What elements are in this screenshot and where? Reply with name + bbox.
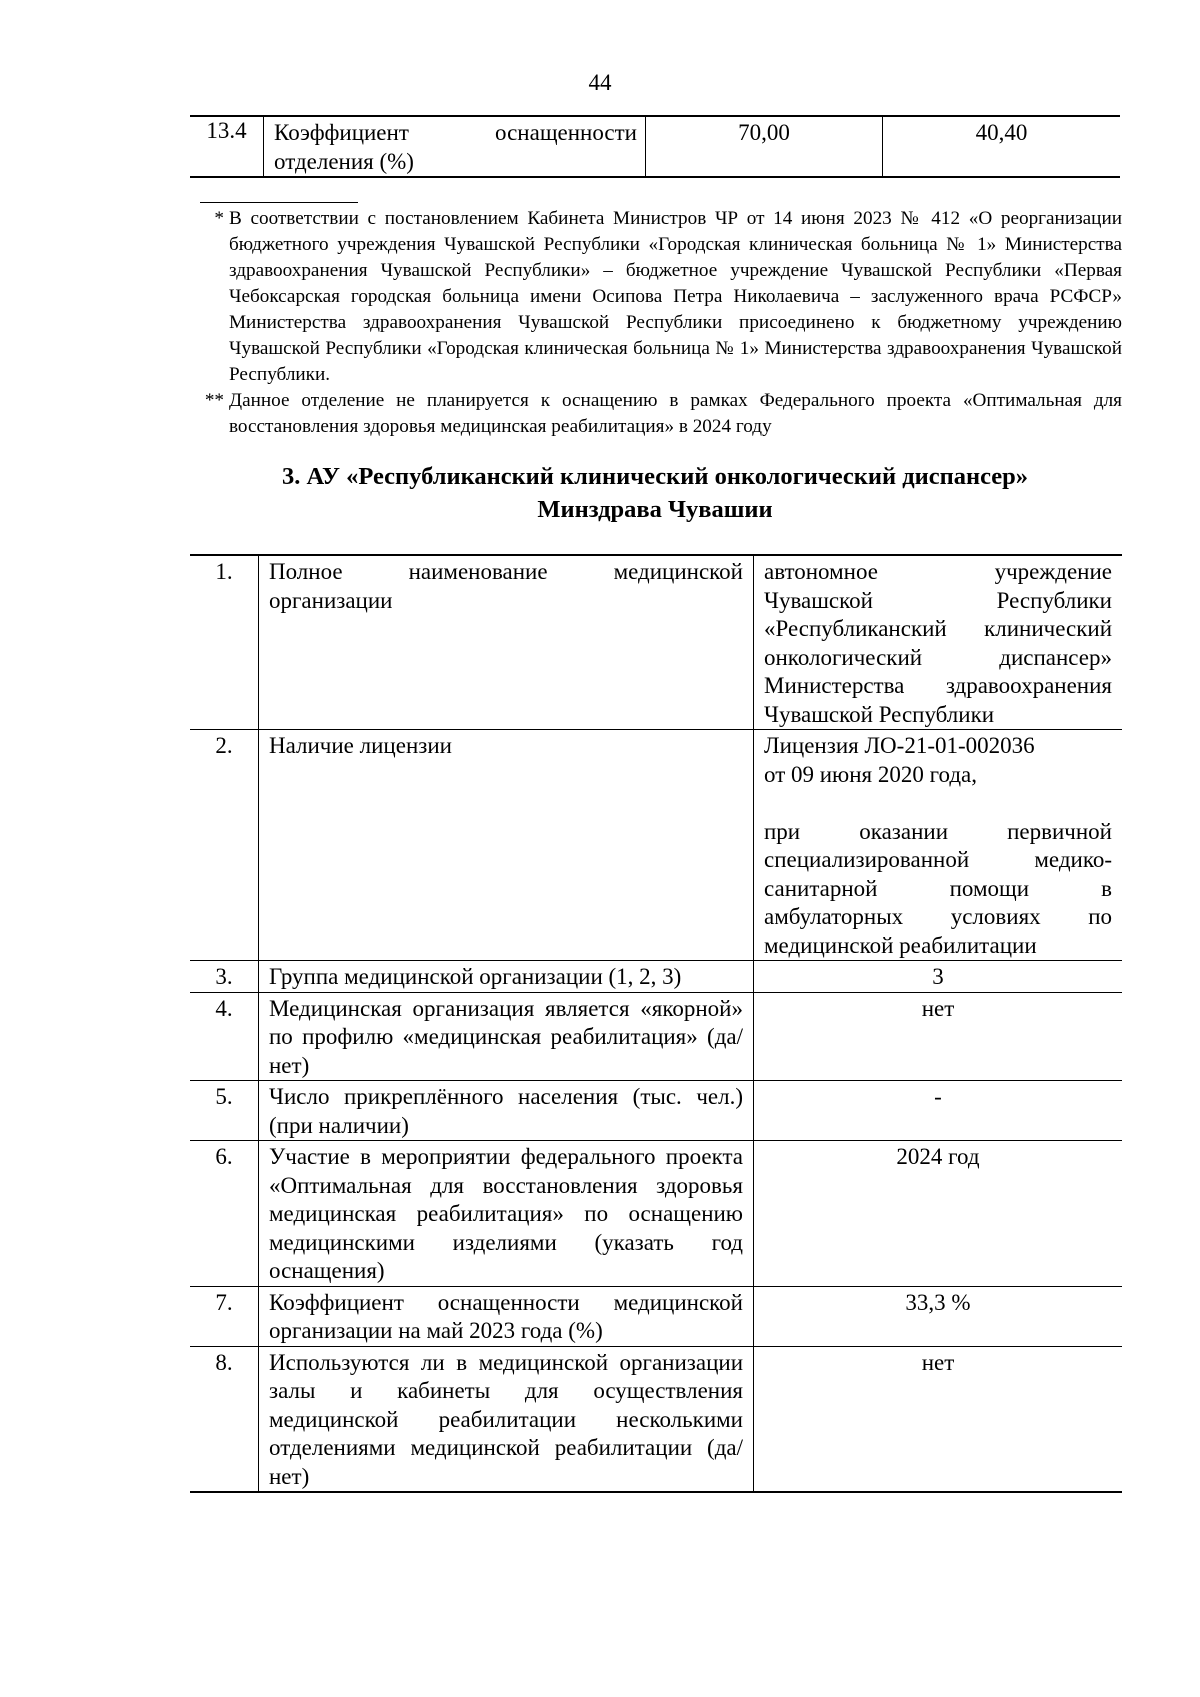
footnote-mark: * bbox=[214, 208, 224, 229]
table-row bbox=[190, 1346, 1122, 1492]
row-value: нет bbox=[754, 992, 1123, 1081]
footnote-mark: ** bbox=[204, 390, 224, 411]
top-table bbox=[190, 115, 1120, 178]
footnote-text: Данное отделение не планируется к оснащению в рамках Федерального проекта «Оптимальная для восстановления здоровья медицинская реабилитация» в 2024 году bbox=[229, 390, 1122, 437]
row-number: 2. bbox=[190, 730, 259, 961]
row-value: - bbox=[754, 1081, 1123, 1141]
row-number: 6. bbox=[190, 1141, 259, 1287]
row-parameter: Полное наименование медицинской организации bbox=[259, 555, 754, 730]
row-parameter: Наличие лицензии bbox=[259, 730, 754, 961]
table-row bbox=[190, 992, 1122, 1081]
section-title-line: 3. АУ «Республиканский клинический онкологический диспансер» bbox=[281, 463, 1029, 490]
footnote bbox=[196, 206, 1122, 388]
row-number: 3. bbox=[190, 961, 259, 993]
main-table bbox=[190, 554, 1122, 1493]
row-parameter: Коэффициент оснащенности медицинской организации на май 2023 года (%) bbox=[259, 1286, 754, 1346]
section-title bbox=[190, 460, 1120, 526]
row-parameter: Число прикреплённого населения (тыс. чел.) (при наличии) bbox=[259, 1081, 754, 1141]
row-value-planned: 70,00 bbox=[646, 116, 883, 177]
table-row bbox=[190, 555, 1122, 730]
license-scope: при оказании первичной специализированной медико-санитарной помощи в амбулаторных условиях по медицинской реабилитации bbox=[764, 818, 1112, 958]
footnote-text: В соответствии с постановлением Кабинета Министров ЧР от 14 июня 2023 № 412 «О реорганизации бюджетного учреждения Чувашской Республики «Городская клиническая больница № 1» Министерства здравоохранения Чувашской Республики» – бюджетное учреждение Чувашской Республики «Первая Чебоксарская городская больница имени Осипова Петра Николаевича – заслуженного врача РСФСР» Министерства здравоохранения Чувашской Республики присоединено к бюджетному учреждению Чувашской Республики «Городская клиническая больница № 1» Министерства здравоохранения Чувашской Республики. bbox=[229, 208, 1122, 385]
footnote bbox=[196, 388, 1122, 440]
footnotes bbox=[196, 206, 1122, 440]
row-parameter: Используются ли в медицинской организации залы и кабинеты для осуществления медицинской реабилитации несколькими отделениями медицинской реабилитации (да/нет) bbox=[259, 1346, 754, 1492]
table-row bbox=[190, 961, 1122, 993]
page-number: 44 bbox=[588, 70, 612, 95]
license-number: Лицензия ЛО-21-01-002036 bbox=[764, 733, 1035, 758]
row-value: 3 bbox=[754, 961, 1123, 993]
section-title-line: Минздрава Чувашии bbox=[537, 496, 773, 523]
row-number: 8. bbox=[190, 1346, 259, 1492]
row-parameter: Участие в мероприятии федерального проекта «Оптимальная для восстановления здоровья медицинская реабилитация» по оснащению медицинскими изделиями (указать год оснащения) bbox=[259, 1141, 754, 1287]
row-number: 4. bbox=[190, 992, 259, 1081]
row-number: 1. bbox=[190, 555, 259, 730]
spacer bbox=[764, 789, 1112, 818]
row-value: автономное учреждение Чувашской Республики «Республиканский клинический онкологический диспансер» Министерства здравоохранения Чувашской Республики bbox=[754, 555, 1123, 730]
row-value: нет bbox=[754, 1346, 1123, 1492]
row-number: 13.4 bbox=[190, 116, 264, 177]
table-row bbox=[190, 1286, 1122, 1346]
table-row bbox=[190, 1081, 1122, 1141]
row-value: 33,3 % bbox=[754, 1286, 1123, 1346]
table-row bbox=[190, 730, 1122, 961]
table-row bbox=[190, 116, 1120, 177]
license-date: от 09 июня 2020 года, bbox=[764, 761, 977, 787]
table-row bbox=[190, 1141, 1122, 1287]
row-value: 2024 год bbox=[754, 1141, 1123, 1287]
footnote-separator bbox=[200, 202, 358, 203]
row-number: 5. bbox=[190, 1081, 259, 1141]
row-parameter: Медицинская организация является «якорной» по профилю «медицинская реабилитация» (да/нет) bbox=[259, 992, 754, 1081]
row-value bbox=[754, 730, 1123, 961]
row-name: Коэффициент оснащенности отделения (%) bbox=[264, 116, 646, 177]
row-parameter: Группа медицинской организации (1, 2, 3) bbox=[259, 961, 754, 993]
row-number: 7. bbox=[190, 1286, 259, 1346]
row-value-actual: 40,40 bbox=[883, 116, 1121, 177]
